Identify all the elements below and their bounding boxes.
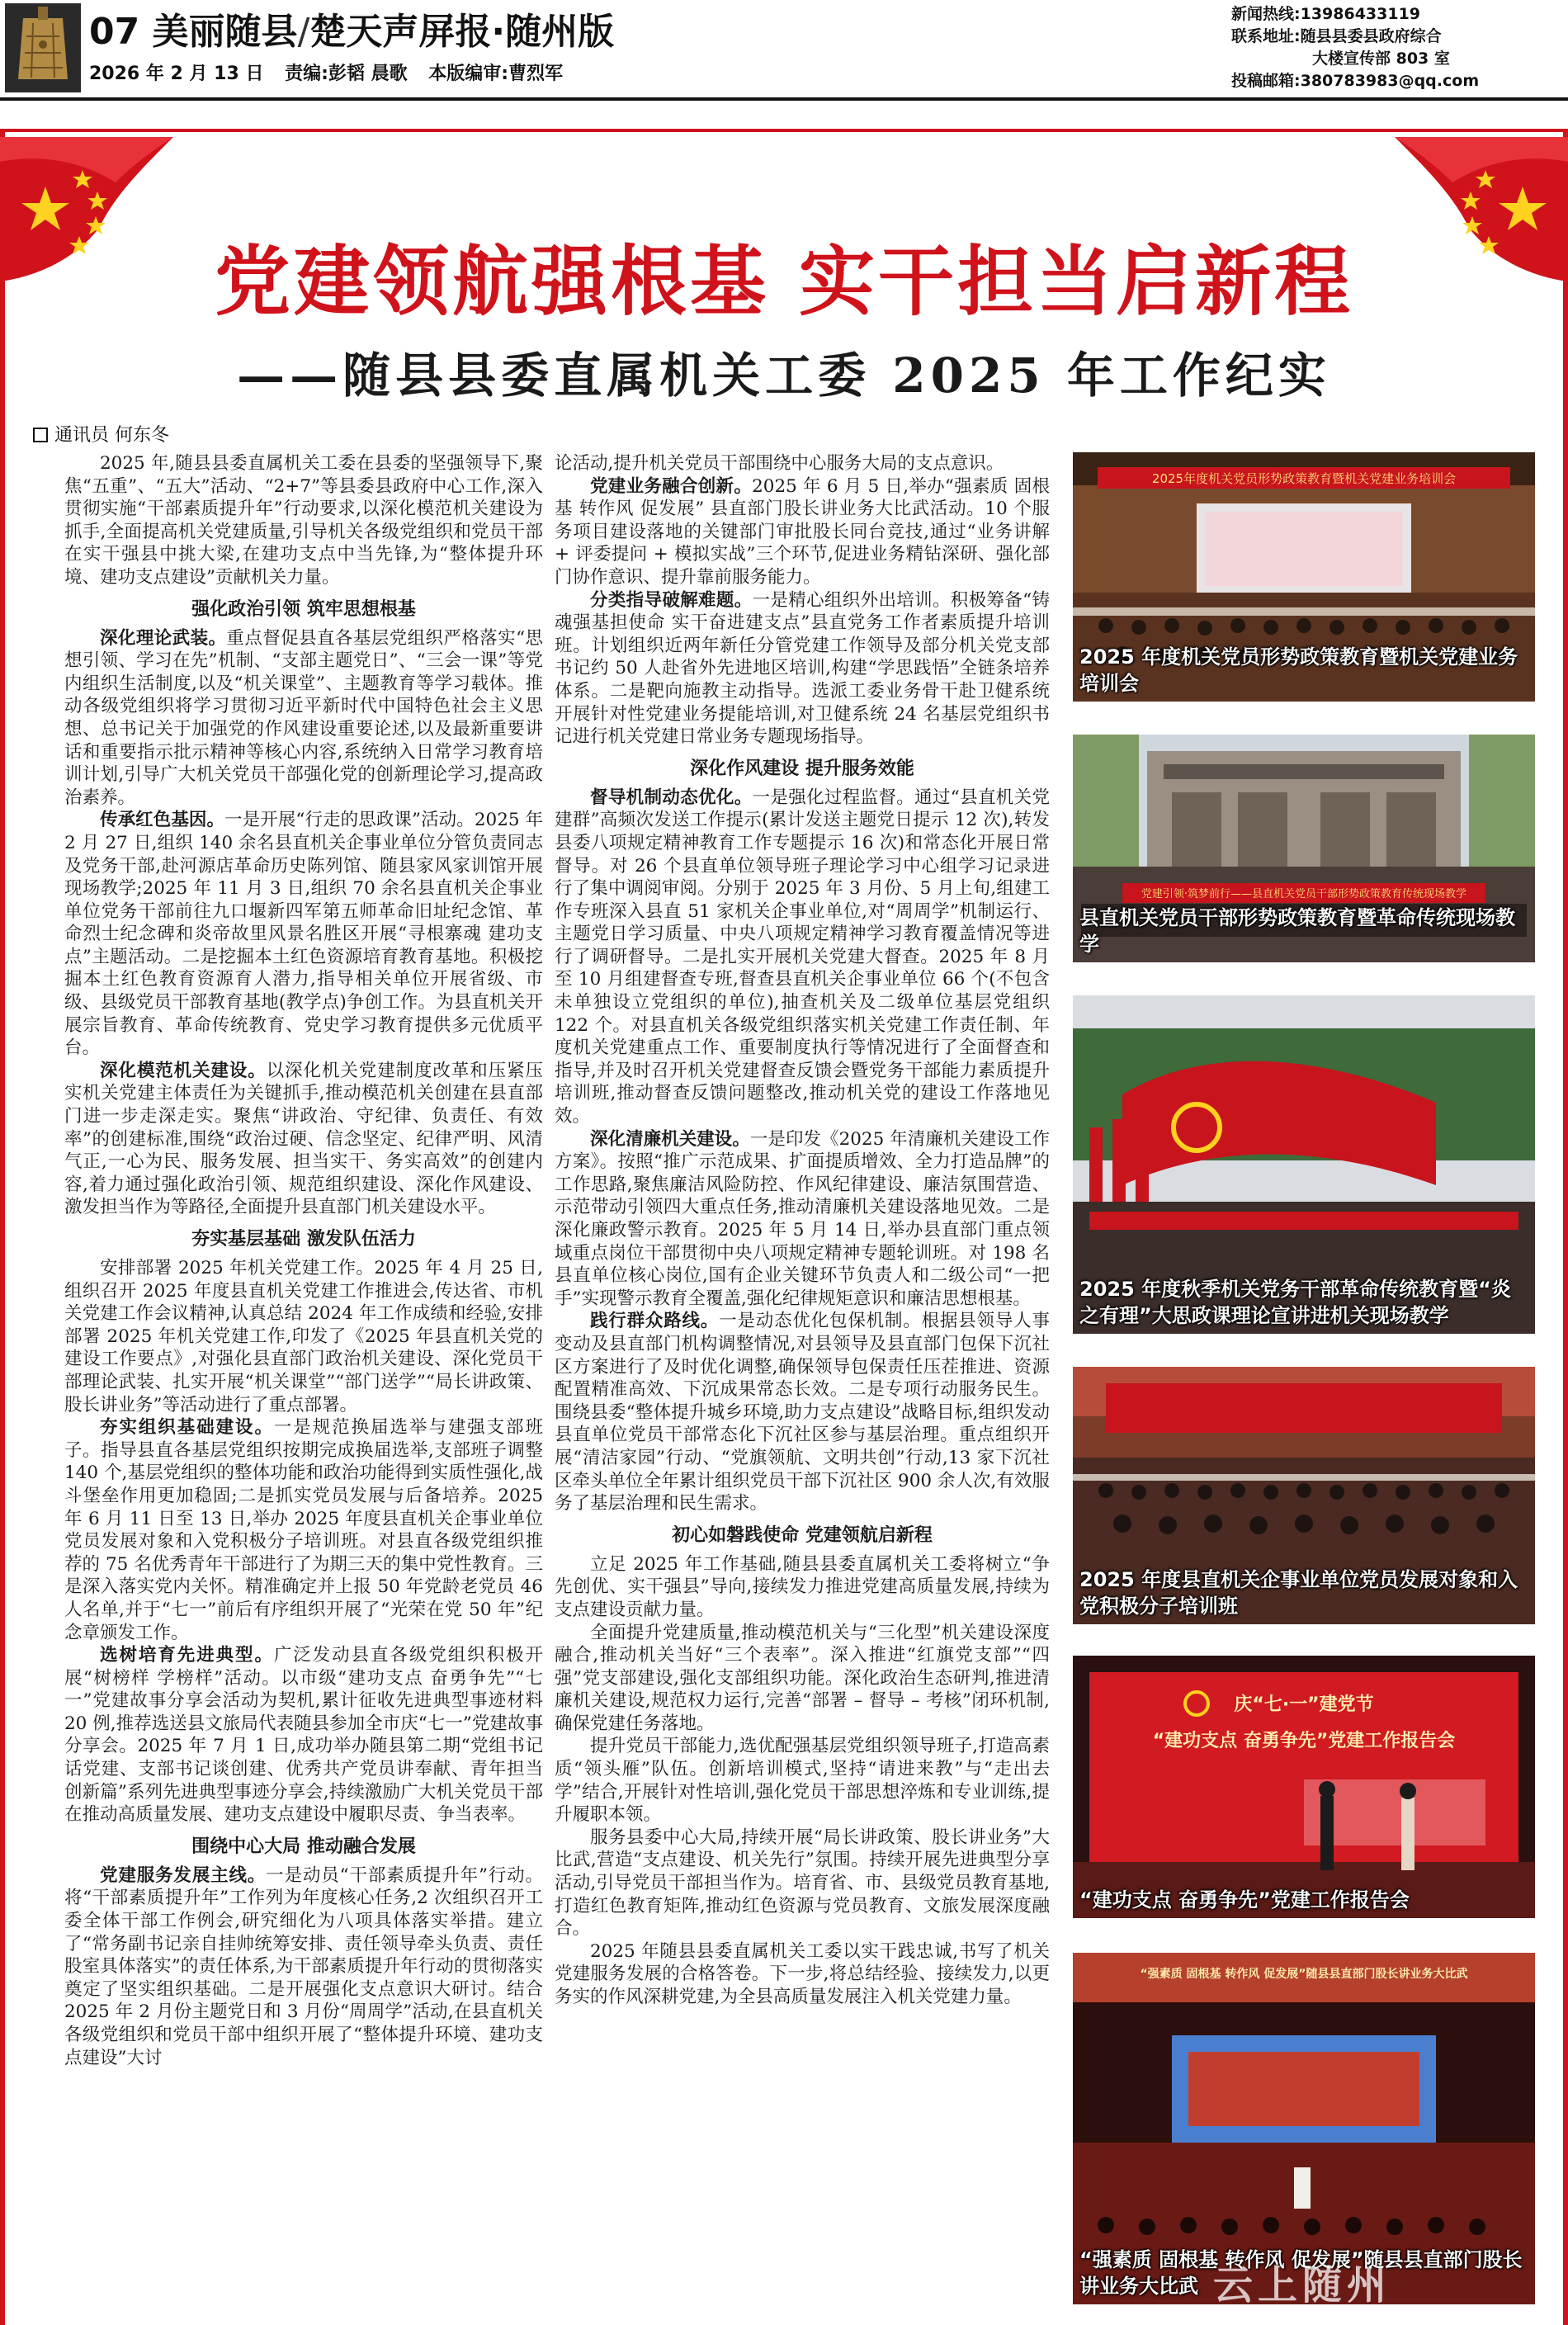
paragraph-body: 一是开展“行走的思政课”活动。2025 年 2 月 27 日,组织 140 余名县直机关企事业单位分管负责同志及党务干部,赴河源店革命历史陈列馆、随县家风家训馆开展现场教学;2025 年 11 月 3 日,组织 70 余名县直机关企事业单位党务干部前往九口堰新四军第五师革命旧址纪念馆、革命烈士纪念碑和炎帝故里风景名胜区开展“寻根寨魂 建功支点”主题活动。二是挖掘本土红色资源培育教育基地。积极挖掘本土红色教育资源育人潜力,指导相关单位开展省级、市级、县级党员干部教育基地(教学点)争创工作。为县直机关开展宗旨教育、革命传统教育、党史学习教育提供多元优质平台。: [64, 810, 543, 1059]
banner-text: 庆“七·一”建党节: [1234, 1694, 1374, 1715]
paragraph: [64, 1644, 543, 1826]
byline: [33, 421, 169, 447]
newspaper-name: 楚天声屏报·随州版: [309, 11, 615, 53]
section-heading: 初心如磐践使命 党建领航启新程: [672, 1524, 933, 1546]
section-heading: 围绕中心大局 推动融合发展: [191, 1836, 416, 1857]
paragraph-lead: 传承红色基因。: [100, 810, 225, 831]
section-heading: 夯实基层基础 激发队伍活力: [191, 1229, 416, 1250]
paragraph: [64, 627, 543, 810]
paragraph: 论活动,提升机关党员干部围绕中心服务大局的支点意识。: [555, 453, 1004, 474]
paragraph-body: 一是强化过程监督。通过“县直机关党建群”高频次发送工作提示(累计发送主题党日提示 12 次),转发县委八项规定精神教育工作专题提示 16 次)和常态化开展日常督导。对 26 个县直单位领导班子理论学习中心组学习记录进行了集中调阅审阅。分别于 2025 年 3 月份、5 月上旬,组建工作专班深入县直 51 家机关企事业单位,对“周周学”机制运行、主题党日学习质量、中央八项规定精神学习教育覆盖情况等进行了调研督导。二是扎实开展机关党建大督查。2025 年 8 月至 10 月组建督查专班,督查县直机关企事业单位 66 个(不包含未单独设立党组织的单位),抽查机关及二级单位基层党组织 122 个。对县直机关各级党组织落实机关党建工作责任制、年度机关党建重点工作、重要制度执行等情况进行了全面督查和指导,并及时召开机关党建督查反馈会暨党务干部能力素质提升培训班,推动督查反馈问题整改,推动机关党的建设工作落地见效。: [555, 787, 1050, 1127]
paragraph-lead: 践行群众路线。: [590, 1311, 720, 1332]
paragraph-body: 广泛发动县直各级党组织积极开展“树榜样 学榜样”活动。以市级“建功支点 奋勇争先”“七一”党建故事分享会活动为契机,累计征收先进典型事迹材料 20 例,推荐选送县文旅局代表随县参加全市庆“七一”党建故事分享会。2025 年 7 月 1 日,成功举办随县第二期“党组书记话党建、支部书记谈创建、优秀共产党员讲奉献、青年担当创新篇”系列先进典型事迹分享会,持续激励广大机关党员干部在推动高质量发展、建功支点建设中履职尽责、争当表率。: [64, 1645, 543, 1826]
paragraph-lead: 夯实组织基础建设。: [100, 1417, 274, 1439]
photo-party-training: [1073, 1367, 1535, 1624]
photo-training-meeting: [1073, 452, 1535, 702]
paragraph: 2025 年随县县委直属机关工委以实干践忠诚,书写了机关党建服务发展的合格答卷。下一步,将总结经验、接续发力,以更务实的作风深耕党建,为全县高质量发展注入机关党建力量。: [555, 1940, 1050, 2007]
paragraph-body: 以深化机关党建制度改革和压紧压实机关党建主体责任为关键抓手,推动模范机关创建在县直部门进一步走深走实。聚焦“讲政治、守纪律、负责任、有效率”的创建标准,围绕“政治过硬、信念坚定、纪律严明、风清气正,一心为民、服务发展、担当实干、务实高效”的创建内容,着力通过强化政治引领、规范组织建设、深化作风建设、激发担当作为等路径,全面提升县直部门机关建设水平。: [64, 1060, 543, 1218]
masthead-meta: [89, 59, 578, 85]
paragraph: 立足 2025 年工作基础,随县县委直属机关工委将树立“争先创优、实干强县”导向,接续发力推进党建高质量发展,持续为支点建设贡献力量。: [555, 1553, 1050, 1620]
masthead-title: [89, 2, 614, 54]
editor-credit: 责编:彭韬 晨歌: [285, 64, 408, 84]
paragraph-lead: 深化理论武装。: [100, 627, 227, 649]
paragraph-body: 一是动员“干部素质提升年”行动。将“干部素质提升年”工作列为年度核心任务,2 次组织召开工委全体干部工作例会,研究细化为八项具体落实举措。建立了“常务副书记亲自挂帅统筹安排、责任领导牵头负责、责任股室具体落实”的责任体系,为干部素质提升年行动的贯彻落实奠定了坚实组织基础。二是开展强化支点意识大研讨。结合 2025 年 2 月份主题党日和 3 月份“周周学”活动,在县直机关各级党组织和党员干部中组织开展了“整体提升环境、建功支点建设”大讨: [64, 1864, 543, 2068]
paragraph: [555, 1310, 1050, 1515]
contact-address-line2: 大楼宣传部 803 室: [1312, 50, 1450, 68]
photo-caption: 2025 年度县直机关企事业单位党员发展对象和入党积极分子培训班: [1079, 1568, 1518, 1618]
photo-caption: 县直机关党员干部形势政策教育暨革命传统现场教学: [1079, 906, 1515, 956]
news-hotline: 新闻热线:13986433119: [1231, 5, 1421, 23]
section-heading: 强化政治引领 筑牢思想根基: [191, 598, 416, 620]
paragraph-body: 一是动态优化包保机制。根据县领导人事变动及县直部门机构调整情况,对县领导及县直部门包保下沉社区方案进行了及时优化调整,确保领导包保责任压茬推进、资源配置精准高效、下沉成果常态长效。二是专项行动服务民生。围绕县委“整体提升城乡环境,助力支点建设”战略目标,组织发动县直单位党员干部常态化下沉社区参与基层治理。重点组织开展“清洁家园”行动、“党旗领航、文明共创”行动,13 家下沉社区牵头单位全年累计组织党员干部下沉社区 900 余人次,有效服务了基层治理和民生需求。: [555, 1311, 1050, 1515]
paragraph-body: 一是印发《2025 年清廉机关建设工作方案》。按照“推广示范成果、扩面提质增效、全力打造品牌”的工作思路,聚焦廉洁风险防控、作风纪律建设、廉洁氛围营造、示范带动引领四大重点任务,推动清廉机关建设落地见效。二是深化廉政警示教育。2025 年 5 月 14 日,举办县直部门重点领域重点岗位干部贯彻中央八项规定精神专题轮训班。对 198 名县直单位核心岗位,国有企业关键环节负责人和二级公司“一把手”实现警示教育全覆盖,强化纪律规矩意识和廉洁思想根基。: [555, 1128, 1050, 1309]
paragraph-lead: 深化模范机关建设。: [100, 1060, 267, 1081]
issue-date: 2026 年 2 月 13 日: [89, 64, 264, 84]
photo-caption: “建功支点 奋勇争先”党建工作报告会: [1079, 1888, 1410, 1912]
paragraph: 2025 年,随县县委直属机关工委在县委的坚强领导下,聚焦“五重”、“五大”活动、“2+7”等县委县政府中心工作,深入贯彻实施“干部素质提升年”行动要求,以深化模范机关建设为抓手,全面提高机关党建质量,引导机关各级党组织和党员干部在实干强县中挑大梁,在建功支点中当先锋,为“整体提升环境、建功支点建设”贡献机关力量。: [64, 453, 543, 588]
paragraph: [555, 1128, 1050, 1311]
bronze-bell-logo-icon: [5, 3, 81, 92]
submission-email: 投稿邮箱:380783983@qq.com: [1231, 72, 1480, 90]
paragraph: 服务县委中心大局,持续开展“局长讲政策、股长讲业务”大比武,营造“支点建设、机关先行”氛围。持续开展先进典型分享活动,引导党员干部担当作为。培育省、市、县级党员教育基地,打造红色教育矩阵,推动红色资源与党员教育、文旅发展深度融合。: [555, 1826, 1050, 1940]
photo-caption: “强素质 固根基 转作风 促发展”随县县直部门股长讲业务大比武: [1079, 2248, 1523, 2298]
byline-box-icon: [33, 428, 48, 442]
paragraph: [555, 787, 1050, 1128]
photo-caption: 2025 年度机关党员形势政策教育暨机关党建业务培训会: [1079, 645, 1518, 695]
paragraph: [64, 1864, 543, 2069]
banner-text: “建功支点 奋勇争先”党建工作报告会: [1152, 1731, 1456, 1751]
contact-address: 联系地址:随县县委县政府综合: [1231, 27, 1442, 45]
paragraph: [64, 1416, 543, 1644]
banner-text: 党建引领·筑梦前行——县直机关党员干部形势政策教育传统现场教学: [1141, 888, 1467, 900]
paragraph-body: 一是精心组织外出培训。积极筹备“铸魂强基担使命 实干奋进建支点”县直党务工作者素质提升培训班。计划组织近两年新任分管党建工作领导及部分机关党支部书记约 50 人赴省外先进地区培训,构建“学思践悟”全链条培养体系。二是靶向施教主动指导。选派工委业务骨干赴卫健系统开展针对性党建业务提能培训,对卫健系统 24 名基层党组织书记进行机关党建日常业务专题现场指导。: [555, 589, 1050, 748]
section-heading: 深化作风建设 提升服务效能: [690, 758, 914, 779]
layout-credit: 本版编审:曹烈军: [428, 64, 564, 84]
photo-field-education: [1073, 735, 1535, 962]
paragraph: [64, 1060, 543, 1219]
paragraph-lead: 分类指导破解难题。: [590, 589, 753, 611]
photo-report-meeting: [1073, 1656, 1535, 1918]
article-column-1: [64, 452, 543, 2305]
photo-business-contest: [1073, 1953, 1535, 2304]
photo-red-education: [1073, 995, 1535, 1334]
paragraph: 全面提升党建质量,推动模范机关与“三化型”机关建设深度融合,推动机关当好“三个表率”。深入推进“红旗党支部”“四强”党支部建设,强化支部组织功能。深化政治生态研判,推进清廉机关建设,规范权力运行,完善“部署 – 督导 – 考核”闭环机制,确保党建任务落地。: [555, 1622, 1050, 1734]
masthead: [0, 0, 1568, 99]
paragraph-lead: 党建业务融合创新。: [590, 475, 753, 497]
article-column-2: [555, 452, 1050, 2305]
paragraph-lead: 督导机制动态优化。: [590, 787, 753, 808]
paragraph-body: 一是规范换届选举与建强支部班子。指导县直各基层党组织按期完成换届选举,支部班子调整 140 个,基层党组织的整体功能和政治功能得到实质性强化,战斗堡垒作用更加稳固;二是抓实党员发展与后备培养。2025 年 6 月 11 日至 13 日,举办 2025 年度县直机关企事业单位党员发展对象和入党积极分子培训班。对县直各级党组织推荐的 75 名优秀青年干部进行了为期三天的集中党性教育。三是深入落实党内关怀。精准确定并上报 50 年党龄老党员 46 人名单,并于“七一”前后有序组织开展了“光荣在党 50 年”纪念章颁发工作。: [64, 1417, 543, 1643]
paragraph-body: 重点督促县直各基层党组织严格落实“思想引领、学习在先”机制、“支部主题党日”、“三会一课”等党内组织生活制度,以及“机关课堂”、主题教育等学习载体。推动各级党组织将学习贯彻习近平新时代中国特色社会主义思想、总书记关于加强党的作风建设重要论述,以及最新重要讲话和重要指示批示精神等核心内容,系统纳入日常学习教育培训计划,引导广大机关党员干部强化党的创新理论学习,提高政治素养。: [64, 627, 543, 808]
paragraph: [555, 589, 1050, 749]
byline-text: 通讯员 何东冬: [54, 425, 169, 446]
title-separator: /: [297, 11, 310, 53]
banner-text: “强素质 固根基 转作风 促发展”随县县直部门股长讲业务大比武: [1140, 1968, 1468, 1981]
paragraph: 提升党员干部能力,选优配强基层党组织领导班子,打造高素质“领头雁”队伍。创新培训模式,坚持“请进来教”与“走出去学”结合,开展针对性培训,强化党员干部思想淬炼和专业训练,提升履职本领。: [555, 1736, 1050, 1826]
paragraph-lead: 党建服务发展主线。: [100, 1864, 267, 1886]
article-headline: 党建领航强根基 实干担当启新程: [214, 238, 1354, 326]
article-subheadline: ——随县县委直属机关工委 2025 年工作纪实: [237, 347, 1331, 404]
paragraph-body: 2025 年 6 月 5 日,举办“强素质 固根基 转作风 促发展” 县直部门股长讲业务大比武活动。10 个服务项目建设落地的关键部门审批股长同台竞技,通过“业务讲解 + 评委提问 + 模拟实战”三个环节,促进业务精钻深研、强化部门协作意识、提升靠前服务能力。: [555, 475, 1050, 588]
paragraph-lead: 深化清廉机关建设。: [590, 1128, 750, 1150]
banner-text: 2025年度机关党员形势政策教育暨机关党建业务培训会: [1151, 471, 1457, 486]
photo-caption: 2025 年度秋季机关党务干部革命传统教育暨“炎之有理”大思政课理论宣讲进机关现场教学: [1079, 1278, 1511, 1327]
masthead-rule: [0, 97, 1568, 101]
paragraph-lead: 选树培育先进典型。: [100, 1645, 274, 1666]
contact-box: [1231, 3, 1545, 92]
paragraph: [555, 475, 1050, 589]
stage-report-image: [1073, 1656, 1535, 1918]
paragraph: [64, 809, 543, 1060]
watermark-text: 云上随州: [1213, 2262, 1392, 2308]
paragraph: 安排部署 2025 年机关党建工作。2025 年 4 月 25 日,组织召开 2025 年度县直机关党建工作推进会,传达省、市机关党建工作会议精神,认真总结 2024 年工作成绩和经验,安排部署 2025 年机关党建工作,印发了《2025 年县直机关党的建设工作要点》,对强化县直部门政治机关建设、深化党员干部理论武装、扎实开展“机关课堂”“部门送学”“局长讲政策、股长讲业务”等活动进行了重点部署。: [64, 1258, 543, 1415]
page-section: 07 美丽随县: [89, 11, 298, 53]
